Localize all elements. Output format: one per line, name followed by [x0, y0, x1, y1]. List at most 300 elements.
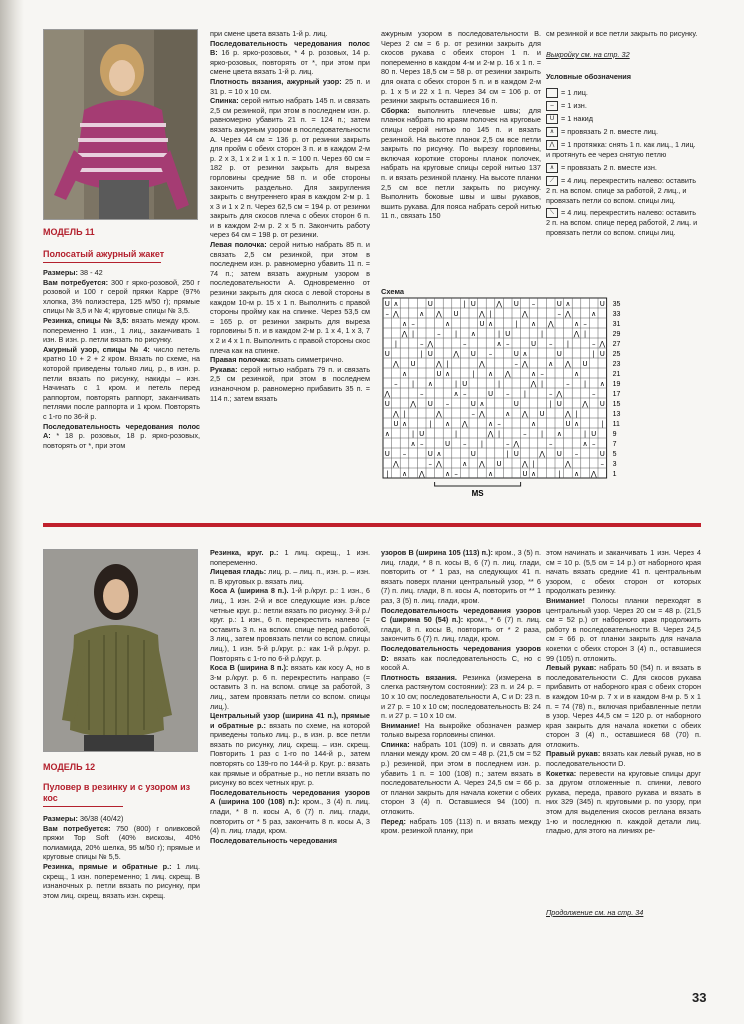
paragraph-heading: Правый рукав:	[546, 749, 601, 759]
chart-stitch-symbol: U	[427, 350, 433, 358]
paragraph	[43, 268, 200, 278]
chart-row-number: 21	[612, 371, 621, 378]
chart-title: Схема	[381, 287, 405, 296]
chart-stitch-symbol: ⋀	[393, 310, 399, 318]
paragraph-heading: Кокетка:	[546, 768, 577, 778]
continue-link[interactable]: Продолжение см. на стр. 34	[546, 908, 644, 917]
chart-stitch-symbol: ⋀	[530, 380, 537, 388]
paragraph	[210, 355, 370, 365]
chart-stitch-symbol: U	[470, 400, 476, 408]
paragraph-text: см резинкой и все петли закрыть по рисунку.	[546, 29, 698, 38]
chart-row-number: 9	[612, 431, 617, 438]
chart-stitch-symbol: U	[591, 430, 597, 438]
paragraph-text: число петель кратно 10 + 2 + 2 кром. Вязать по схеме, на которой приведены только лиц. р., в изн. р. петли вязать по рисунку, накиды – изн. Начинать с 1 кром. и петель перед раппортом, повторять раппорт, заканчивать петлями после раппорта и 1 кром. Повторять с 1-го по 36-й р.	[43, 344, 200, 421]
chart-stitch-symbol: |	[540, 380, 544, 388]
chart-stitch-symbol: U	[505, 330, 511, 338]
paragraph-text: Резинка (измерена в слегка растянутом состоянии): 23 п. и 24 р. = 10 х 10 см; последовательности А, С и D: 23 п. и 27 р. = 10 х 10 см; последовательность В: 24 п. и 27 р. = 10 х 10 см.	[381, 672, 541, 721]
model-12-column-3	[381, 548, 541, 836]
model-11-column-2	[210, 29, 370, 403]
paragraph	[210, 548, 370, 567]
legend-title: Условные обозначения	[546, 72, 632, 81]
chart-stitch-symbol: ⋀	[504, 370, 511, 378]
paragraph	[210, 39, 370, 77]
paragraph	[381, 106, 541, 221]
legend-symbol-icon: ∧	[546, 163, 558, 173]
chart-stitch-symbol: ∧	[505, 410, 511, 418]
chart-stitch-symbol: –	[454, 470, 458, 478]
paragraph	[381, 29, 541, 106]
chart-stitch-symbol: ⋀	[384, 390, 391, 398]
model-12-title: МОДЕЛЬ 12	[43, 762, 96, 772]
paragraph-heading: Плотность вязания.	[381, 672, 457, 682]
chart-stitch-symbol: –	[462, 340, 467, 348]
chart-row-number: 19	[612, 381, 621, 388]
chart-stitch-symbol: U	[479, 320, 485, 328]
paragraph-text: кром., 3 (4) п. лиц. глади, * 8 п. косы А, 6 (7) п. лиц. глади, повторить от * 5 раз, закончить 8 п. косы А, 3 (4) п. лиц. глади, кром.	[210, 797, 370, 836]
paragraph-heading: Спинка:	[210, 96, 239, 106]
paragraph-heading: Резинка, спицы № 3,5:	[43, 315, 129, 325]
chart-stitch-symbol: |	[583, 380, 587, 388]
chart-stitch-symbol: ⋀	[393, 360, 399, 368]
chart-stitch-symbol: –	[419, 390, 424, 398]
chart-stitch-symbol: –	[548, 440, 553, 448]
paragraph	[546, 749, 701, 768]
paragraph-text: 38 - 42	[77, 268, 103, 277]
chart-stitch-symbol: |	[583, 330, 587, 338]
chart-repeat-label: MS	[471, 489, 484, 498]
model-12-column-4	[546, 548, 701, 836]
paragraph-heading: Резинка, круг. р.:	[210, 548, 279, 557]
paragraph	[381, 548, 541, 606]
chart-stitch-symbol: |	[411, 380, 415, 388]
legend-text: = провязать 2 п. вместе изн.	[561, 162, 657, 172]
paragraph-heading: Правая полочка:	[210, 355, 271, 365]
chart-stitch-symbol: ⋀	[522, 310, 528, 318]
paragraph-text: серой нитью набрать 79 п. и связать 2,5 см резинкой, при этом в последнем изнаночном р. равномерно прибавить 35 п. = 114 п.; затем вязать	[210, 364, 370, 403]
paragraph	[381, 673, 541, 721]
chart-stitch-symbol: –	[497, 420, 501, 428]
chart-stitch-symbol: ⋀	[565, 310, 571, 318]
legend-text: = 1 протяжка: снять 1 п. как лиц., 1 лиц. и протянуть ее через снятую петлю	[546, 140, 696, 160]
paragraph	[210, 96, 370, 240]
chart-stitch-symbol: ⋀	[479, 310, 485, 318]
chart-row-number: 15	[612, 401, 621, 408]
chart-stitch-symbol: U	[513, 300, 519, 308]
paragraph-text: вязать как левый рукав, но в последовательности D.	[546, 749, 701, 769]
chart-stitch-symbol: ∧	[427, 380, 433, 388]
chart-stitch-symbol: ∧	[573, 420, 580, 428]
chart-stitch-symbol: ∧	[487, 420, 494, 428]
paragraph-text: 300 г ярко-розовой, 250 г розовой и 100 г серой пряжи Карре (97% хлопка, 3% полиэстера, 125 м/50 г); прямые спицы № 3,5 и № 4; круговые спицы № 3,5.	[43, 277, 200, 316]
chart-stitch-symbol: –	[437, 330, 441, 338]
chart-stitch-symbol: U	[462, 380, 468, 388]
paragraph	[210, 836, 370, 846]
paragraph	[210, 365, 370, 403]
chart-stitch-symbol: ∧	[530, 320, 537, 328]
model-11-subtitle-underline	[43, 262, 161, 263]
chart-stitch-symbol: –	[548, 390, 553, 398]
knitting-chart	[381, 296, 629, 510]
paragraph-text: набрать 50 (54) п. и вязать в последовательности С. Для скосов рукава прибавить от наборного края с обеих сторон в каждом 10-м р. 7 х и в каждом 8-м р. 5 х 1 п. = 74 (78) п., включая прибавленные петли в узор. Через 44,5 см = 120 р. от наборного края закрыть для начала кокетки с обеих сторон 3 (4) п., оставшиеся 68 (70) п. отложить.	[546, 663, 701, 749]
legend-text: = 4 лиц. перекрестить налево: оставить 2 п. на вспом. спице перед работой, 2 лиц. и провязать петли со вспом. спицы лиц.	[546, 208, 698, 237]
model-12-photo	[43, 549, 198, 752]
chart-stitch-symbol: ∧	[401, 370, 408, 378]
chart-stitch-symbol: ⋀	[547, 320, 554, 328]
chart-stitch-symbol: U	[556, 450, 562, 458]
paragraph-text: Полосы планки переходят в центральный узор. Через 20 см = 48 р. (21,5 см = 52 р.) от наборного края продолжить работу в последовательности В. Через 24,5 см = 66 р. от планки закрыть для начала кокетки с обеих сторон 3 (4) п., оставшиеся 99 (105) п. отложить.	[546, 595, 701, 663]
model-12-column-2	[210, 548, 370, 845]
chart-stitch-symbol: ∧	[599, 380, 605, 388]
chart-stitch-symbol: –	[531, 300, 536, 308]
chart-stitch-symbol: ∧	[530, 470, 537, 478]
chart-stitch-symbol: ⋀	[522, 460, 528, 468]
paragraph-text: этом начинать и заканчивать 1 изн. Через 4 см = 10 р. (5,5 см = 14 р.) от наборного края начать вязать средние 41 п. центральным узором, с обеих сторон от которых продолжать резинку.	[546, 548, 701, 596]
chart-stitch-symbol: U	[384, 400, 390, 408]
chart-stitch-symbol: U	[556, 350, 562, 358]
chart-row-number: 23	[612, 361, 621, 368]
paragraph	[546, 29, 701, 39]
model-11-photo	[43, 29, 198, 220]
model-12-subtitle-underline	[43, 806, 123, 807]
paragraph	[43, 824, 200, 862]
chart-stitch-symbol: ⋀	[539, 450, 545, 458]
model-12-subtitle: Пуловер в резинку и с узором из кос	[43, 782, 191, 803]
woman-striped-jacket-image	[44, 30, 197, 219]
paragraph-heading: Перед:	[381, 816, 406, 826]
chart-stitch-symbol: |	[592, 350, 595, 358]
legend-item	[546, 88, 701, 98]
chart-row-number: 25	[612, 351, 621, 358]
paragraph-text: 1-й р./круг. р.: 1 изн., 6 лиц., 1 изн. 2-й и все следующие изн. р./все четные круг. р.: петли вязать по рисунку. 3-й р./круг. р.: 1 изн., 6 п. перекрестить налево (= оставить 3 п. на вспом. спице перед работой, 3 лиц., затем провязать петли со вспом. спицы лиц.), 1 изн. 5-й р./круг. р.: как 1-й р./круг. р. Повторять с 1-го по 6-й р./круг. р.	[210, 586, 370, 663]
paragraph	[546, 769, 701, 836]
legend-text: = провязать 2 п. вместе лиц.	[561, 127, 659, 137]
chart-stitch-symbol: ⋀	[556, 390, 563, 398]
chart-stitch-symbol: |	[515, 320, 518, 328]
chart-stitch-symbol: ∧	[565, 300, 571, 308]
chart-stitch-symbol: |	[480, 440, 484, 448]
chart-stitch-symbol: –	[462, 440, 467, 448]
paragraph-text: 36/38 (40/42)	[77, 814, 124, 823]
legend-item	[546, 114, 701, 124]
chart-stitch-symbol: ∧	[573, 370, 580, 378]
paragraph-text: набрать 101 (109) п. и связать для планки между кром. 20 см = 48 р. (21,5 см = 52 р.) резинкой, при этом в последнем изн. р. убавить 1 п. = 100 (108) п.; затем вязать в последовательности А. Через 24,5 см = 66 р. от планки закрыть для начала кокетки с обеих сторон 3 (4) п. Оставшиеся 94 (100) п. отложить.	[381, 739, 541, 817]
chart-stitch-symbol: –	[488, 350, 493, 358]
chart-stitch-symbol: ∧	[496, 340, 502, 348]
chart-stitch-symbol: ⋀	[479, 410, 485, 418]
chart-stitch-symbol: –	[591, 440, 596, 448]
legend-symbol-icon: ∧	[546, 127, 558, 137]
paragraph	[546, 596, 701, 663]
chart-stitch-symbol: U	[444, 440, 451, 448]
chart-stitch-symbol: ∧	[453, 390, 459, 398]
chart-stitch-symbol: U	[436, 370, 442, 378]
chart-stitch-symbol: U	[419, 430, 425, 438]
chart-stitch-symbol: ⋀	[513, 440, 520, 448]
model-11-column-3	[381, 29, 541, 221]
legend-symbol-icon: ⋀	[546, 140, 558, 150]
paragraph-text: вязать симметрично.	[270, 355, 344, 365]
paragraph-heading: Левый рукав:	[546, 663, 597, 673]
chart-row-number: 33	[612, 311, 621, 318]
chart-stitch-symbol: –	[574, 450, 579, 458]
chart-stitch-symbol: –	[540, 370, 544, 378]
chart-row-number: 7	[612, 441, 617, 448]
chart-row-number: 11	[612, 421, 620, 428]
chart-stitch-symbol: –	[505, 440, 510, 448]
chart-stitch-symbol: U	[582, 360, 588, 368]
chart-stitch-symbol: –	[557, 310, 562, 318]
paragraph	[381, 740, 541, 817]
chart-stitch-symbol: |	[420, 350, 423, 358]
paragraph-text: выполнить плечевые швы; для планок набрать по краям полочек на круговые спицы серой нитью по 145 п. и вязать резинкой. На высоте планок 2,5 см все петли закрыть по рисунку. По вырезу горловины, включая короткие стороны планок полочек, набрать на круговые спицы серой нитью 137 п. и вязать резинкой планку. На высоте планки 2,5 см все петли закрыть по рисунку. Выполнить боковые швы и швы рукавов, вшить рукава. Для пояса набрать серой нитью 11 п., связать 150	[381, 105, 541, 221]
legend-symbol-icon: ⟍	[546, 208, 558, 218]
chart-stitch-symbol: ⋀	[496, 300, 502, 308]
chart-repeat-bracket	[435, 482, 521, 486]
paragraph-text: 25 п. и 31 р. = 10 х 10 см.	[210, 76, 370, 96]
paragraph	[210, 586, 370, 663]
chart-stitch-symbol: U	[410, 360, 416, 368]
chart-stitch-symbol: U	[513, 350, 519, 358]
chart-stitch-symbol: –	[471, 410, 476, 418]
chart-stitch-symbol: U	[384, 450, 390, 458]
paragraph-text: * 18 р. розовых, 18 р. ярко-розовых, повторять от *, при этом	[43, 431, 200, 450]
chart-stitch-symbol: U	[427, 400, 433, 408]
legend-symbol-icon: –	[546, 101, 558, 111]
paragraph-heading: Последовательность чередования узоров С (ширина 50 (54) п.):	[381, 605, 541, 625]
chart-stitch-symbol: ∧	[487, 470, 494, 478]
chart-stitch-symbol: ∧	[384, 430, 390, 438]
legend-item	[546, 176, 701, 205]
chart-stitch-symbol: U	[384, 300, 390, 308]
chart-stitch-symbol: ∧	[444, 320, 451, 328]
chart-stitch-symbol: ∧	[522, 350, 528, 358]
chart-stitch-symbol: |	[454, 330, 458, 338]
legend-item	[546, 127, 701, 137]
paragraph-text: кром., * 6 (7) п. лиц. глади, 8 п. косы В, повторить от * 2 раза, закончить 6 (7) п. лиц. глади, кром.	[381, 615, 541, 644]
chart-stitch-symbol: ⋀	[479, 360, 485, 368]
paragraph-heading: Коса А (ширина 8 п.).	[210, 586, 289, 596]
paragraph-heading: Размеры:	[43, 814, 78, 823]
chart-stitch-symbol: U	[453, 310, 459, 318]
paragraph-heading: Коса В (ширина 8 п.):	[210, 663, 289, 673]
chart-stitch-symbol: U	[539, 410, 545, 418]
chart-stitch-symbol: ⋀	[565, 360, 571, 368]
chart-stitch-symbol: –	[591, 340, 596, 348]
paragraph-heading: Плотность вязания, ажурный узор:	[210, 76, 342, 86]
chart-stitch-symbol: U	[427, 450, 433, 458]
paragraph	[43, 814, 200, 824]
paragraph-text: кром., 3 (5) п. лиц. глади, * 8 п. косы В, 6 (7) п. лиц. глади, повторить от * 1 раз, на следующих 41 п. вязать поверх планки центральный узор, ** 6 (7) п. лиц. глади, 8 п. косы А, повторить от ** 1 раз, 3 (5) п. лиц. глади, кром.	[381, 548, 541, 605]
section-divider	[43, 523, 701, 527]
chart-stitch-symbol: ∧	[401, 470, 408, 478]
chart-stitch-symbol: U	[556, 400, 562, 408]
chart-stitch-symbol: ⋀	[427, 340, 434, 348]
chart-stitch-symbol: U	[599, 350, 605, 358]
paragraph-text: вязать как последовательность С, но с косой А.	[381, 653, 541, 673]
chart-stitch-symbol: |	[558, 470, 561, 478]
pattern-link[interactable]: Выкройку см. на стр. 32	[546, 50, 630, 59]
chart-stitch-symbol: –	[600, 460, 605, 468]
paragraph-heading: Центральный узор (ширина 41 п.), прямые и обратные р.:	[210, 711, 370, 730]
chart-stitch-symbol: ∧	[487, 370, 494, 378]
chart-stitch-symbol: ⋀	[599, 340, 606, 348]
paragraph-text: вязать по схеме, на которой приведены только лиц. р., в изн. р. все петли вязать по рисунку, лиц. скрещ. – изн. скрещ. Повторить 1 раз с 1-го по 144-й р., затем повторять со 139-го по 144-й р. Круг. р.: вязать как прямые и обратные р., но петли вязать по рисунку во всех четных круг. р.	[210, 720, 370, 788]
model-11-subtitle: Полосатый ажурный жакет	[43, 249, 165, 259]
paragraph-heading: Внимание!	[381, 720, 420, 730]
paragraph-text: при смене цвета вязать 1-й р. лиц.	[210, 29, 328, 38]
page-number: 33	[692, 990, 707, 1005]
chart-stitch-symbol: –	[445, 400, 450, 408]
paragraph-text: вязать между кром. попеременно 1 изн., 1 лиц., заканчивать 1 изн. В изн. р. петли вязать по рисунку.	[43, 315, 200, 345]
legend-text: = 1 накид	[561, 114, 593, 124]
paragraph-heading: Спинка:	[381, 739, 410, 749]
chart-stitch-symbol: ∧	[462, 460, 468, 468]
paragraph-text: перевести на круговые спицы друг за другом отложенные п. спинки, левого рукава, переда, правого рукава и вязать в них 329 (345) п. круговыми р. по узору, при этом для выделения скосов реглана вязать 1-ю и последнюю п. каждой детали лиц. гладью, для этого на линиях ре-	[546, 768, 701, 836]
chart-row-number: 3	[612, 461, 617, 468]
chart-row-number: 35	[612, 301, 621, 308]
paragraph-heading: Левая полочка:	[210, 240, 267, 250]
legend-symbol-icon: U	[546, 114, 558, 124]
paragraph-heading: Последовательность чередования узоров А (ширина 100 (108) п.):	[210, 787, 370, 807]
chart-row-number: 13	[612, 411, 621, 418]
chart-stitch-symbol: |	[411, 330, 415, 338]
model-11-title: МОДЕЛЬ 11	[43, 227, 95, 237]
chart-stitch-symbol: ∧	[444, 370, 451, 378]
legend-item	[546, 140, 701, 160]
chart-stitch-symbol: ⋀	[487, 430, 494, 438]
paragraph	[210, 240, 370, 355]
chart-stitch-symbol: U	[513, 400, 519, 408]
chart-stitch-symbol: ∧	[487, 320, 494, 328]
chart-stitch-symbol: U	[556, 300, 562, 308]
chart-stitch-symbol: ⋀	[565, 460, 571, 468]
chart-stitch-symbol: U	[496, 460, 502, 468]
chart-stitch-symbol: U	[470, 450, 476, 458]
chart-stitch-symbol: U	[427, 300, 433, 308]
paragraph	[210, 567, 370, 586]
paragraph	[546, 548, 701, 596]
chart-stitch-symbol: ∧	[582, 440, 588, 448]
chart-stitch-symbol: U	[384, 350, 390, 358]
chart-stitch-symbol: ∧	[444, 420, 451, 428]
model-11-column-1	[43, 268, 200, 450]
chart-stitch-symbol: ∧	[548, 360, 554, 368]
chart-row-number: 1	[612, 471, 617, 478]
chart-stitch-symbol: –	[583, 320, 587, 328]
chart-stitch-symbol: –	[548, 340, 553, 348]
paragraph-text: ажурным узором в последовательности В. Через 2 см = 6 р. от резинки закрыть для скосов рукава с обеих сторон 1 п. и попеременно в каждом 4-м и 2-м р. 16 х 1 п. = 80 п. Через 18,5 см = 58 р. от резинки закрыть для оката с обеих сторон 5 п. и в каждом 2-м р. 1 х 5 и 22 х 1 п. Через 34 см = 106 р. от резинки закрыть оставшиеся 16 п.	[381, 29, 541, 106]
paragraph-heading: Последовательность чередования полос В:	[210, 38, 370, 58]
chart-stitch-symbol: |	[575, 410, 578, 418]
paragraph-heading: Резинка, прямые и обратные р.:	[43, 861, 172, 871]
chart-stitch-symbol: |	[540, 330, 544, 338]
chart-stitch-symbol: |	[506, 450, 509, 458]
chart-stitch-symbol: –	[591, 390, 596, 398]
chart-stitch-symbol: ∧	[419, 310, 425, 318]
paragraph	[43, 316, 200, 345]
chart-stitch-symbol: |	[523, 390, 527, 398]
chart-stitch-symbol: U	[565, 420, 571, 428]
paragraph-heading: Вам потребуется:	[43, 277, 109, 287]
chart-row-number: 17	[612, 391, 621, 398]
model-12-column-1	[43, 814, 200, 900]
paragraph-heading: Вам потребуется:	[43, 823, 111, 833]
chart-stitch-symbol: –	[411, 320, 415, 328]
chart-stitch-symbol: |	[446, 360, 449, 368]
chart-stitch-symbol: U	[599, 300, 605, 308]
chart-stitch-symbol: ∧	[401, 320, 408, 328]
chart-stitch-symbol: ∧	[573, 320, 580, 328]
chart-stitch-symbol: –	[566, 380, 570, 388]
chart-stitch-symbol: –	[385, 310, 390, 318]
chart-stitch-symbol: U	[599, 400, 605, 408]
chart-stitch-symbol: ∧	[530, 420, 537, 428]
legend-symbol-icon: ⟋	[546, 176, 558, 186]
chart-stitch-symbol: –	[505, 340, 510, 348]
chart-row-number: 5	[612, 451, 617, 458]
legend-item	[546, 208, 701, 237]
chart-stitch-symbol: U	[487, 390, 494, 398]
paragraph-heading: Размеры:	[43, 268, 78, 277]
paragraph-heading: Последовательность чередования полос А:	[43, 421, 200, 441]
chart-stitch-symbol: –	[419, 440, 424, 448]
chart-stitch-symbol: U	[393, 420, 399, 428]
chart-stitch-symbol: ⋀	[436, 460, 442, 468]
chart-row-number: 31	[612, 321, 621, 328]
chart-stitch-symbol: ⋀	[401, 330, 408, 338]
chart-stitch-symbol: |	[394, 340, 398, 348]
chart-stitch-symbol: –	[419, 340, 424, 348]
chart-stitch-symbol: U	[470, 350, 476, 358]
chart-stitch-symbol: ∧	[573, 470, 580, 478]
legend-text: = 1 изн.	[561, 101, 587, 111]
chart-stitch-symbol: ⋀	[590, 470, 597, 478]
chart-stitch-symbol: |	[454, 380, 458, 388]
chart-stitch-symbol: ∧	[410, 440, 416, 448]
paragraph	[210, 77, 370, 96]
chart-stitch-symbol: ⋀	[393, 460, 399, 468]
paragraph	[381, 817, 541, 836]
paragraph-heading: Последовательность чередования	[210, 835, 337, 845]
chart-stitch-symbol: ⋀	[565, 410, 571, 418]
chart-stitch-symbol: |	[489, 310, 492, 318]
chart-stitch-symbol: |	[429, 420, 432, 428]
chart-stitch-symbol: U	[470, 300, 476, 308]
chart-stitch-symbol: ⋀	[453, 350, 459, 358]
paragraph-text: 16 р. ярко-розовых, * 4 р. розовых, 14 р. ярко-розовых, повторять от *, при этом при смене цвета вязать 1-й р. лиц.	[210, 48, 370, 77]
chart-stitch-symbol: U	[522, 470, 528, 478]
chart-stitch-symbol: |	[549, 400, 552, 408]
paragraph-text: На выкройке обозначен размер только выреза горловины спинки.	[381, 720, 541, 740]
paragraph-heading: Сборка:	[381, 105, 410, 115]
paragraph	[43, 422, 200, 451]
chart-stitch-symbol: ∧	[401, 420, 408, 428]
legend-text: = 4 лиц. перекрестить налево: оставить 2 п. на вспом. спице за работой, 2 лиц., и провязать петли со вспом. спицы лиц.	[546, 176, 697, 205]
paragraph-heading: Последовательность чередования узоров D:	[381, 643, 541, 663]
legend-text: = 1 лиц.	[561, 88, 588, 97]
chart-stitch-symbol: ⋀	[436, 410, 442, 418]
woman-olive-pullover-image	[44, 550, 197, 751]
chart-stitch-symbol: ∧	[444, 470, 451, 478]
chart-stitch-symbol: ⋀	[461, 420, 468, 428]
paragraph-text: лиц. р. – лиц. п., изн. р. – изн. п. В круговых р. вязать лиц.	[210, 567, 370, 586]
chart-stitch-symbol: ⋀	[418, 470, 425, 478]
chart-stitch-symbol: |	[583, 430, 587, 438]
paragraph	[546, 663, 701, 749]
chart-stitch-symbol: ⋀	[582, 400, 588, 408]
chart-stitch-symbol: –	[428, 460, 433, 468]
paragraph	[210, 29, 370, 39]
